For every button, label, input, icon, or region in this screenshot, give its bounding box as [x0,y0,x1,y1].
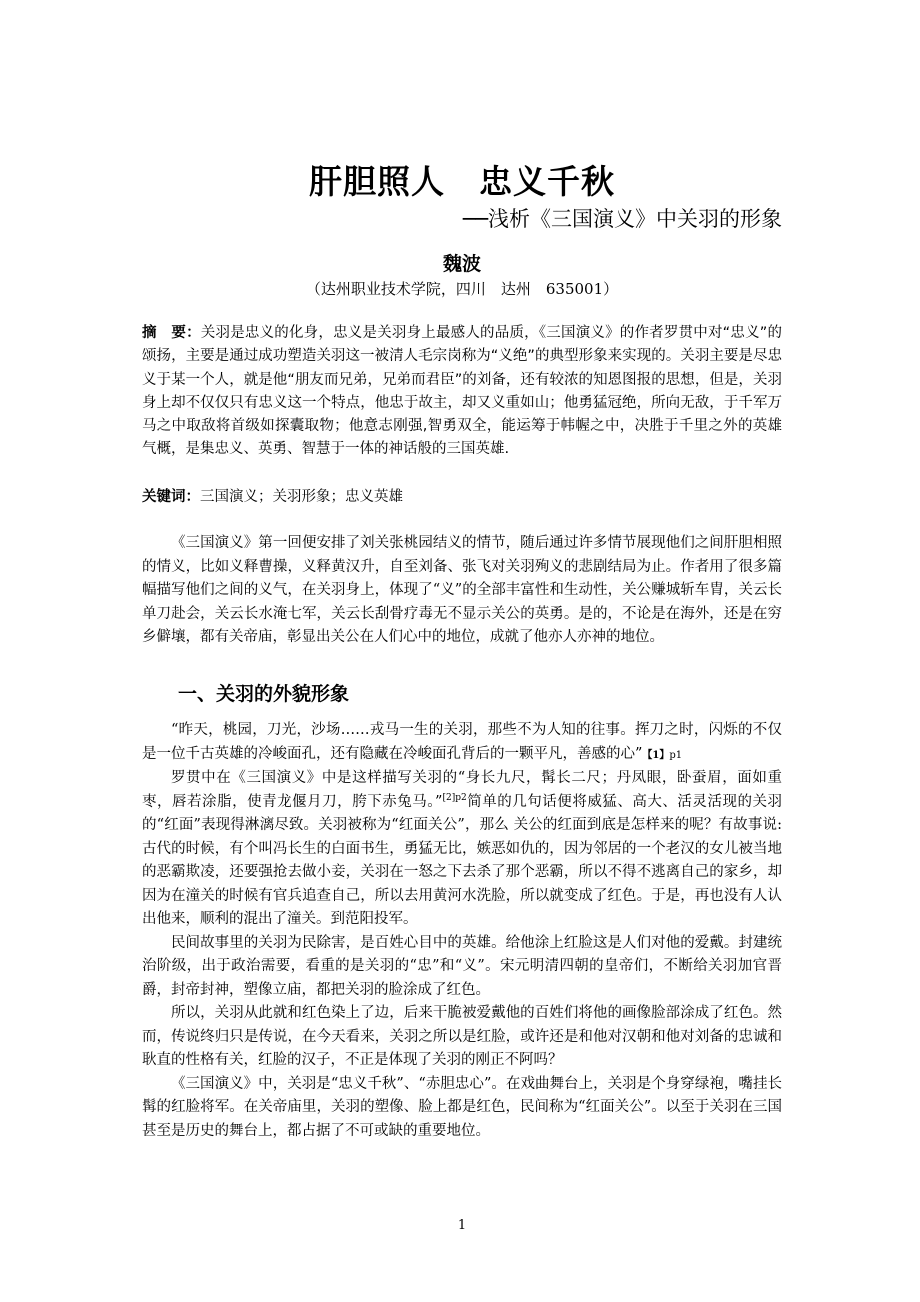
page-number: 1 [457,1218,467,1233]
citation-ref: [2]p2 [442,792,467,803]
citation-ref: 【1】 [642,749,670,761]
section-heading: 一、关羽的外貌形象 [178,683,350,705]
abstract [142,322,782,462]
intro-paragraph: 《三国演义》第一回便安排了刘关张桃园结义的情节，随后通过许多情节展现他们之间肝胆相照的情义，比如义释曹操，义释黄汉升，自至刘备、张飞对关羽殉义的悲剧结局为止。作者用了很多篇幅描写他们之间的义气，在关羽身上，体现了“义”的全部丰富性和生动性，关公赚城斩车胄，关云长单刀赴会，关云长水淹七军，关云长刮骨疗毒无不显示关公的英勇。是的，不论是在海外，还是在穷乡僻壤，都有关帝庙，彰显出关公在人们心中的地位，成就了他亦人亦神的地位。 [142,535,782,645]
citation-page: p1 [669,749,683,761]
intro-section [142,532,782,650]
page-title [142,158,782,206]
page-subtitle: ──浅析《三国演义》中关羽的形象 [462,207,782,231]
paragraph-text: “昨天，桃园，刀光，沙场……戎马一生的关羽，那些不为人知的往事。挥刀之时，闪烁的不仅是一位千古英雄的冷峻面孔，还有隐藏在冷峻面孔背后的一颗平凡，善感的心” [142,722,782,762]
keywords [142,486,782,509]
abstract-text: 关羽是忠义的化身，忠义是关羽身上最感人的品质，《三国演义》的作者罗贯中对“忠义”的颂扬，主要是通过成功塑造关羽这一被清人毛宗岗称为“义绝”的典型形象来实现的。关羽主要是尽忠义于某一个人，就是他“朋友而兄弟，兄弟而君臣”的刘备，还有较浓的知恩图报的思想，但是，关羽身上却不仅仅只有忠义这一个特点，他忠于故主，却又义重如山；他勇猛冠绝，所向无敌，于千军万马之中取敌将首级如探囊取物；他意志刚强,智勇双全，能运筹于帏幄之中，决胜于千里之外的英雄气概，是集忠义、英勇、智慧于一体的神话般的三国英雄. [142,325,782,458]
body-paragraph-1 [142,719,782,767]
body-paragraph-3: 民间故事里的关羽为民除害，是百姓心目中的英雄。给他涂上红脸这是人们对他的爱戴。封建统治阶级，出于政治需要，看重的是关羽的“忠”和“义”。宋元明清四朝的皇帝们，不断给关羽加官晋爵，封帝封神，塑像立庙，都把关羽的脸涂成了红色。 [142,934,782,998]
author-name: 魏波 [442,253,481,275]
paragraph-text: 简单的几句话便将威猛、高大、活灵活现的关羽的“红面”表现得淋漓尽致。关羽被称为“红面关公”，那么 关公的红面到底是怎样来的呢？有故事说: 古代的时候，有个叫冯长生的白面书生，勇猛无比，嫉恶如仇的，因为邻居的一个老汉的女儿被当地的恶霸欺凌，还要强抢去做小妾，关羽在一怒之下去杀了那个恶霸，所以不得不逃离自己的家乡，却因为在潼关的时候有官兵追查自己，所以去用黄河水洗脸，所以就变成了红色。于是，再也没有人认出他来，顺利的混出了潼关。到范阳投军。 [142,793,782,927]
keywords-label: 关键词： [142,489,200,505]
section-body [142,719,782,1143]
title-part-2: 忠义千秋 [479,162,615,201]
abstract-label: 摘 要： [142,325,201,341]
body-paragraph-2 [142,767,782,932]
title-part-1: 肝胆照人 [309,162,445,201]
keywords-text: 三国演义；关羽形象；忠义英雄 [200,489,403,505]
author-affiliation: （达州职业技术学院，四川 达州 635001） [305,280,619,298]
paragraph-text: 罗贯中在《三国演义》中是这样描写关羽的“身长九尺，髯长二尺；丹凤眼，卧蚕眉，面如重枣，唇若涂脂，使青龙偃月刀，胯下赤兔马。” [142,770,782,810]
body-paragraph-4: 所以，关羽从此就和红色染上了边，后来干脆被爱戴他的百姓们将他的画像脸部涂成了红色。然而，传说终归只是传说，在今天看来，关羽之所以是红脸，或许还是和他对汉朝和他对刘备的忠诚和耿直的性格有关，红脸的汉子，不正是体现了关羽的刚正不阿吗？ [142,1005,782,1068]
body-paragraph-5: 《三国演义》中，关羽是“忠义千秋”、“赤胆忠心”。在戏曲舞台上，关羽是个身穿绿袍，嘴挂长髯的红脸将军。在关帝庙里，关羽的塑像、脸上都是红色，民间称为“红面关公”。以至于关羽在三国甚至是历史的舞台上，都占据了不可或缺的重要地位。 [142,1075,782,1139]
